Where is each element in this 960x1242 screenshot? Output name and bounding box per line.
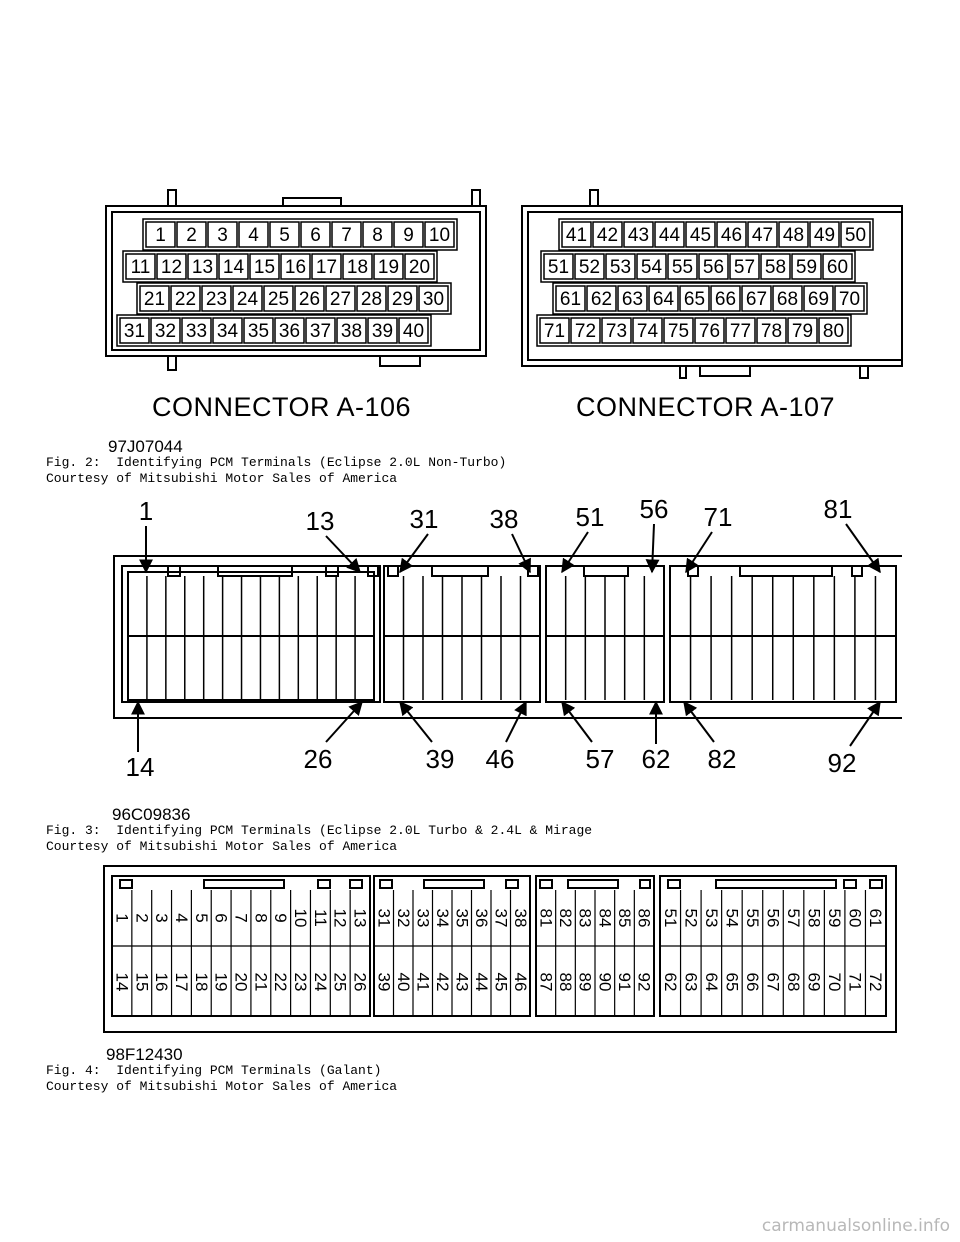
fig4-terminal-label: 7 xyxy=(231,913,251,923)
fig4-terminal-label: 34 xyxy=(432,908,452,928)
a106-terminal-label: 14 xyxy=(222,257,245,278)
fig4-terminal-label: 16 xyxy=(152,972,172,992)
a107-terminal-label: 52 xyxy=(578,257,601,278)
a107-terminal-label: 50 xyxy=(844,225,867,246)
a106-terminal-label: 25 xyxy=(267,289,290,310)
fig3-courtesy: Courtesy of Mitsubishi Motor Sales of America xyxy=(46,839,398,854)
fig4-terminal-label: 87 xyxy=(536,972,556,992)
fig4-terminal-label: 86 xyxy=(634,908,654,928)
a106-terminal-label: 16 xyxy=(284,257,307,278)
a106-terminal-label: 24 xyxy=(236,289,259,310)
fig4-terminal-label: 17 xyxy=(171,972,191,992)
fig4-connector-body xyxy=(104,866,896,1032)
fig4-terminal-label: 19 xyxy=(211,972,231,992)
fig4-terminal-label: 54 xyxy=(722,908,742,928)
a106-terminal-label: 28 xyxy=(360,289,383,310)
fig4-terminal-label: 60 xyxy=(845,908,865,928)
a107-terminal-label: 75 xyxy=(667,321,690,342)
fig4-terminal-label: 13 xyxy=(350,908,370,928)
fig4-terminal-label: 23 xyxy=(291,972,311,992)
fig4-terminal-label: 81 xyxy=(536,908,556,928)
a107-terminal-label: 49 xyxy=(813,225,836,246)
fig4-terminal-label: 84 xyxy=(595,908,615,928)
fig3-caption: Fig. 3: Identifying PCM Terminals (Eclipse 2.0L Turbo & 2.4L & Mirage xyxy=(46,823,593,838)
fig4-terminal-label: 58 xyxy=(804,908,824,928)
fig4-terminal-label: 10 xyxy=(291,908,311,928)
a106-terminal-label: 10 xyxy=(428,225,451,246)
fig2-code: 97J07044 xyxy=(108,437,183,456)
a107-terminal-label: 45 xyxy=(689,225,712,246)
a107-terminal-label: 66 xyxy=(714,289,737,310)
fig4-terminal-label: 53 xyxy=(701,908,721,928)
fig4-terminal-label: 18 xyxy=(191,972,211,992)
fig4-terminal-label: 11 xyxy=(310,909,330,927)
fig4-terminal-label: 26 xyxy=(350,972,370,992)
fig4-terminal-label: 55 xyxy=(742,908,762,928)
fig4-terminal-label: 70 xyxy=(825,972,845,992)
fig4-terminal-label: 68 xyxy=(784,972,804,992)
fig4-caption: Fig. 4: Identifying PCM Terminals (Galant) xyxy=(46,1063,382,1078)
a107-terminal-label: 78 xyxy=(760,321,783,342)
a107-terminal-label: 77 xyxy=(729,321,752,342)
fig4-terminal-label: 1 xyxy=(112,913,132,923)
a107-terminal-label: 74 xyxy=(636,321,659,342)
fig4-terminal-label: 2 xyxy=(132,913,152,923)
a106-terminal-label: 12 xyxy=(160,257,183,278)
a107-terminal-label: 56 xyxy=(702,257,725,278)
a107-terminal-label: 67 xyxy=(745,289,768,310)
fig2-caption: Fig. 2: Identifying PCM Terminals (Eclipse 2.0L Non-Turbo) xyxy=(46,455,507,470)
a106-terminal-label: 19 xyxy=(377,257,400,278)
fig4-terminal-label: 3 xyxy=(152,913,172,923)
a106-terminal-label: 23 xyxy=(205,289,228,310)
fig4-terminal-label: 39 xyxy=(374,972,394,992)
a106-terminal-label: 21 xyxy=(143,289,166,310)
fig3-pin-label-top: 81 xyxy=(823,494,853,524)
fig4-code: 98F12430 xyxy=(106,1045,183,1064)
fig4-terminal-label: 66 xyxy=(742,972,762,992)
fig3-pin-label-bottom: 14 xyxy=(125,752,155,782)
a106-terminal-label: 38 xyxy=(340,321,363,342)
fig4-terminal-label: 72 xyxy=(866,972,886,992)
fig3-pin-label-bottom: 39 xyxy=(425,744,455,774)
a107-terminal-label: 47 xyxy=(751,225,774,246)
fig4-terminal-label: 38 xyxy=(510,908,530,928)
fig4-terminal-label: 46 xyxy=(510,972,530,992)
fig4-terminal-label: 5 xyxy=(191,913,211,923)
fig3-arrow-top xyxy=(846,524,880,572)
fig4-terminal-label: 20 xyxy=(231,972,251,992)
a106-terminal-label: 1 xyxy=(155,225,166,246)
fig4-terminal-label: 15 xyxy=(132,972,152,992)
fig4-terminal-label: 83 xyxy=(575,908,595,928)
a107-terminal-label: 54 xyxy=(640,257,663,278)
a107-terminal-label: 53 xyxy=(609,257,632,278)
a106-terminal-label: 31 xyxy=(123,321,146,342)
fig4-terminal-label: 4 xyxy=(171,913,191,923)
fig3-arrow-bottom xyxy=(400,702,432,742)
a107-terminal-label: 59 xyxy=(795,257,818,278)
a106-terminal-label: 22 xyxy=(174,289,197,310)
fig3-pin-label-top: 13 xyxy=(305,506,335,536)
a107-terminal-label: 76 xyxy=(698,321,721,342)
fig3-pin-label-bottom: 62 xyxy=(641,744,671,774)
fig4-terminal-label: 82 xyxy=(556,908,575,928)
a107-terminal-label: 62 xyxy=(590,289,613,310)
a106-terminal-label: 26 xyxy=(298,289,321,310)
a106-terminal-label: 6 xyxy=(310,225,321,246)
fig4-terminal-label: 69 xyxy=(804,972,824,992)
fig4-terminal-label: 56 xyxy=(763,908,783,928)
fig4-terminal-label: 35 xyxy=(452,908,472,928)
fig3-arrow-bottom xyxy=(850,702,880,746)
fig3-pin-label-top: 31 xyxy=(409,504,439,534)
fig4-terminal-label: 14 xyxy=(112,972,132,992)
fig4-terminal-label: 42 xyxy=(432,972,452,992)
fig3-pin-label-top: 1 xyxy=(138,496,154,526)
a107-terminal-label: 79 xyxy=(791,321,814,342)
fig4-terminal-label: 92 xyxy=(634,972,654,992)
a106-terminal-label: 2 xyxy=(186,225,197,246)
a107-terminal-label: 70 xyxy=(838,289,861,310)
a106-terminal-label: 36 xyxy=(278,321,301,342)
fig4-terminal-label: 90 xyxy=(595,972,615,992)
a106-terminal-label: 37 xyxy=(309,321,332,342)
fig3-arrows xyxy=(126,494,880,782)
a106-terminal-label: 20 xyxy=(408,257,431,278)
a107-terminal-label: 71 xyxy=(543,321,566,342)
a107-terminal-label: 65 xyxy=(683,289,706,310)
a107-terminal-label: 60 xyxy=(826,257,849,278)
connector-a106-title: CONNECTOR A-106 xyxy=(152,392,412,422)
a106-terminal-label: 9 xyxy=(403,225,414,246)
connector-a107-title: CONNECTOR A-107 xyxy=(576,392,836,422)
a107-terminal-label: 63 xyxy=(621,289,644,310)
a106-terminal-label: 27 xyxy=(329,289,352,310)
a106-terminal-label: 33 xyxy=(185,321,208,342)
a106-terminal-label: 34 xyxy=(216,321,239,342)
fig4-courtesy: Courtesy of Mitsubishi Motor Sales of America xyxy=(46,1079,398,1094)
a106-terminal-label: 32 xyxy=(154,321,177,342)
a107-terminal-label: 64 xyxy=(652,289,675,310)
connector-a107-body xyxy=(522,190,902,378)
a107-terminal-label: 55 xyxy=(671,257,694,278)
fig4-terminal-label: 8 xyxy=(251,913,271,923)
a107-terminal-label: 61 xyxy=(559,289,582,310)
a106-terminal-label: 35 xyxy=(247,321,270,342)
a106-terminal-label: 8 xyxy=(372,225,383,246)
a106-terminal-label: 17 xyxy=(315,257,338,278)
fig4-terminal-label: 57 xyxy=(784,908,804,928)
a107-terminal-label: 44 xyxy=(658,225,681,246)
a107-terminal-label: 69 xyxy=(807,289,830,310)
fig4-terminal-label: 44 xyxy=(471,972,491,992)
a106-terminal-label: 40 xyxy=(402,321,425,342)
a106-terminal-label: 3 xyxy=(217,225,228,246)
a106-terminal-label: 18 xyxy=(346,257,369,278)
fig4-terminal-label: 64 xyxy=(701,972,721,992)
a106-terminal-label: 4 xyxy=(248,225,259,246)
fig3-arrow-bottom xyxy=(506,702,526,742)
fig4-terminal-label: 59 xyxy=(825,908,845,928)
fig4-terminal-label: 25 xyxy=(330,972,350,992)
fig3-pin-label-bottom: 26 xyxy=(303,744,333,774)
fig4-terminal-label: 89 xyxy=(575,972,595,992)
a107-terminal-label: 48 xyxy=(782,225,805,246)
watermark: carmanualsonline.info xyxy=(761,1216,950,1236)
fig4-terminal-label: 37 xyxy=(491,908,511,928)
fig3-pin-label-top: 51 xyxy=(575,502,605,532)
fig4-terminal-label: 33 xyxy=(413,908,433,928)
fig4-terminal-label: 88 xyxy=(556,972,575,992)
a106-terminal-label: 15 xyxy=(253,257,276,278)
fig4-terminal-label: 63 xyxy=(681,972,701,992)
fig4-terminal-label: 45 xyxy=(491,972,511,992)
fig3-pin-label-bottom: 57 xyxy=(585,744,615,774)
fig3-pin-label-bottom: 92 xyxy=(827,748,857,778)
fig4-terminal-label: 52 xyxy=(681,908,701,928)
a106-terminal-label: 30 xyxy=(422,289,445,310)
fig3-pin-label-top: 71 xyxy=(703,502,733,532)
fig4-terminal-label: 6 xyxy=(211,913,231,923)
fig3-pin-label-bottom: 82 xyxy=(707,744,737,774)
a107-terminal-label: 80 xyxy=(822,321,845,342)
fig4-terminal-label: 31 xyxy=(374,908,394,928)
fig4-terminal-label: 36 xyxy=(471,908,491,928)
a107-terminal-label: 73 xyxy=(605,321,628,342)
fig3-pin-label-top: 38 xyxy=(489,504,519,534)
a106-terminal-label: 29 xyxy=(391,289,414,310)
fig4-terminal-label: 9 xyxy=(271,913,291,923)
a106-terminal-label: 7 xyxy=(341,225,352,246)
fig3-arrow-bottom xyxy=(562,702,592,742)
a107-terminal-label: 42 xyxy=(596,225,619,246)
a106-terminal-label: 39 xyxy=(371,321,394,342)
fig4-terminal-label: 61 xyxy=(866,908,886,928)
a107-terminal-label: 58 xyxy=(764,257,787,278)
fig4-terminal-label: 43 xyxy=(452,972,472,992)
a107-terminal-label: 46 xyxy=(720,225,743,246)
fig3-arrow-top xyxy=(652,524,654,572)
fig3-pin-label-bottom: 46 xyxy=(485,744,515,774)
fig2-courtesy: Courtesy of Mitsubishi Motor Sales of America xyxy=(46,471,398,486)
fig4-terminal-label: 65 xyxy=(722,972,742,992)
a107-terminal-label: 43 xyxy=(627,225,650,246)
fig4-terminal-label: 62 xyxy=(660,972,680,992)
a107-terminal-label: 72 xyxy=(574,321,597,342)
fig4-terminal-label: 51 xyxy=(660,908,680,928)
fig4-terminal-label: 85 xyxy=(615,908,634,928)
fig4-terminal-label: 32 xyxy=(393,908,413,928)
fig3-connector-body xyxy=(114,556,902,718)
fig4-terminal-label: 12 xyxy=(330,908,350,928)
fig4-terminal-label: 91 xyxy=(615,972,634,992)
fig3-code: 96C09836 xyxy=(112,805,191,824)
a107-terminal-label: 57 xyxy=(733,257,756,278)
fig4-terminal-label: 21 xyxy=(251,972,271,992)
fig4-terminal-label: 40 xyxy=(393,972,413,992)
fig4-terminal-label: 71 xyxy=(845,972,865,992)
fig4-terminal-label: 41 xyxy=(413,972,433,992)
fig3-arrow-bottom xyxy=(326,702,362,742)
a107-terminal-label: 41 xyxy=(565,225,588,246)
fig4-terminal-label: 67 xyxy=(763,972,783,992)
fig4-terminal-label: 22 xyxy=(271,972,291,992)
a106-terminal-label: 11 xyxy=(130,257,151,278)
a106-terminal-label: 13 xyxy=(191,257,214,278)
a106-terminal-label: 5 xyxy=(279,225,290,246)
a107-terminal-label: 51 xyxy=(547,257,570,278)
fig3-pin-label-top: 56 xyxy=(639,494,669,524)
a107-terminal-label: 68 xyxy=(776,289,799,310)
fig4-terminal-label: 24 xyxy=(310,972,330,992)
fig3-arrow-bottom xyxy=(684,702,714,742)
